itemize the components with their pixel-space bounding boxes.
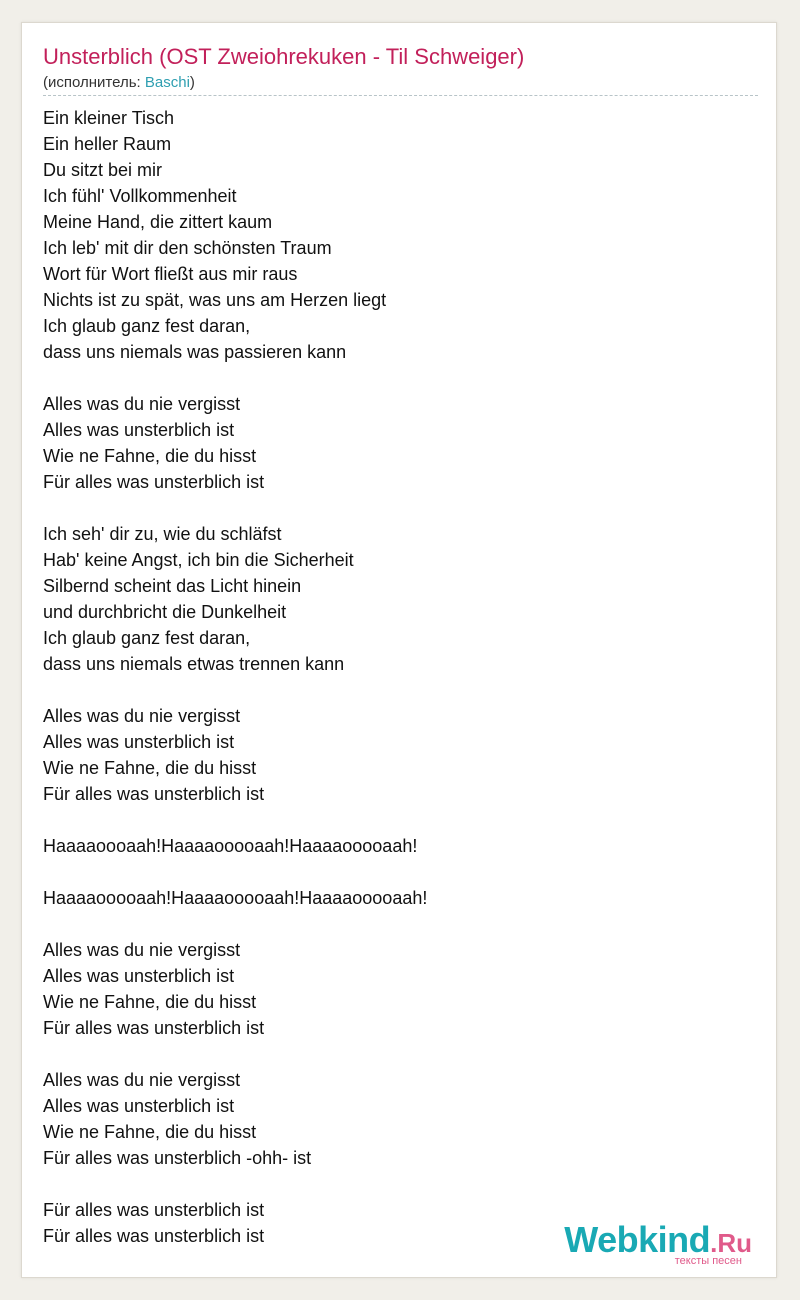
stanza-gap	[43, 911, 743, 937]
stanza-gap	[43, 807, 743, 833]
lyric-line: Haaaaooooaah!Haaaaooooaah!Haaaaooooaah!	[43, 888, 428, 908]
artist-link[interactable]: Baschi	[144, 74, 190, 91]
artist-prefix: (исполнитель:	[43, 74, 145, 91]
stanza-gap	[43, 1171, 743, 1197]
lyrics-stanza	[43, 937, 743, 1041]
lyric-line: Ein heller Raum	[43, 134, 172, 154]
lyric-line: Ich leb' mit dir den schönsten Traum	[43, 238, 332, 258]
lyric-line: Ich glaub ganz fest daran,	[43, 316, 251, 336]
lyric-line: Ich seh' dir zu, wie du schläfst	[43, 524, 282, 544]
lyric-line: Alles was unsterblich ist	[43, 732, 235, 752]
lyrics-stanza	[43, 521, 743, 677]
stanza-gap	[43, 859, 743, 885]
lyric-line: Alles was unsterblich ist	[43, 966, 235, 986]
lyric-line: Alles was unsterblich ist	[43, 420, 235, 440]
lyric-line: Hab' keine Angst, ich bin die Sicherheit	[43, 550, 354, 570]
lyrics-stanza	[43, 885, 743, 911]
lyrics-stanza	[43, 391, 743, 495]
lyrics-stanza	[43, 105, 743, 365]
stanza-gap	[43, 1041, 743, 1067]
lyric-line: dass uns niemals was passieren kann	[43, 342, 347, 362]
lyrics-stanza	[43, 1067, 743, 1171]
site-logo[interactable]	[564, 1219, 752, 1267]
stanza-gap	[43, 495, 743, 521]
stanza-gap	[43, 365, 743, 391]
logo-tagline: тексты песен	[674, 1255, 742, 1267]
lyric-line: Du sitzt bei mir	[43, 160, 163, 180]
lyric-line: Ich fühl' Vollkommenheit	[43, 186, 237, 206]
lyric-line: Für alles was unsterblich ist	[43, 1200, 265, 1220]
lyric-line: Alles was du nie vergisst	[43, 394, 241, 414]
lyric-line: und durchbricht die Dunkelheit	[43, 602, 287, 622]
logo-main-text: Webkind	[564, 1219, 711, 1260]
lyric-line: Alles was du nie vergisst	[43, 1070, 241, 1090]
lyric-line: Haaaaoooaah!Haaaaooooaah!Haaaaooooaah!	[43, 836, 418, 856]
lyric-line: Wie ne Fahne, die du hisst	[43, 1122, 257, 1142]
artist-suffix: )	[189, 74, 195, 91]
lyric-line: Ich glaub ganz fest daran,	[43, 628, 251, 648]
lyric-line: Ein kleiner Tisch	[43, 108, 175, 128]
lyrics-stanza	[43, 833, 743, 859]
lyric-line: Für alles was unsterblich ist	[43, 1018, 265, 1038]
lyric-line: Nichts ist zu spät, was uns am Herzen liegt	[43, 290, 387, 310]
lyric-line: Alles was unsterblich ist	[43, 1096, 235, 1116]
artist-line	[43, 73, 195, 93]
stanza-gap	[43, 677, 743, 703]
lyric-line: Wie ne Fahne, die du hisst	[43, 758, 257, 778]
lyric-line: Für alles was unsterblich ist	[43, 472, 265, 492]
logo-tld-text: .Ru	[710, 1228, 752, 1258]
lyrics-stanza	[43, 703, 743, 807]
lyric-line: Silbernd scheint das Licht hinein	[43, 576, 302, 596]
lyrics-body	[43, 105, 743, 1249]
lyric-line: Wie ne Fahne, die du hisst	[43, 446, 257, 466]
song-title: Unsterblich (OST Zweiohrekuken - Til Schweiger)	[43, 44, 525, 69]
lyric-line: Für alles was unsterblich ist	[43, 784, 265, 804]
lyric-line: Wie ne Fahne, die du hisst	[43, 992, 257, 1012]
lyrics-card	[21, 22, 777, 1278]
lyric-line: Alles was du nie vergisst	[43, 940, 241, 960]
lyric-line: Wort für Wort fließt aus mir raus	[43, 264, 298, 284]
lyric-line: Für alles was unsterblich ist	[43, 1226, 265, 1246]
lyric-line: Alles was du nie vergisst	[43, 706, 241, 726]
lyric-line: Meine Hand, die zittert kaum	[43, 212, 273, 232]
lyric-line: dass uns niemals etwas trennen kann	[43, 654, 345, 674]
title-divider	[43, 95, 758, 96]
lyric-line: Für alles was unsterblich -ohh- ist	[43, 1148, 312, 1168]
